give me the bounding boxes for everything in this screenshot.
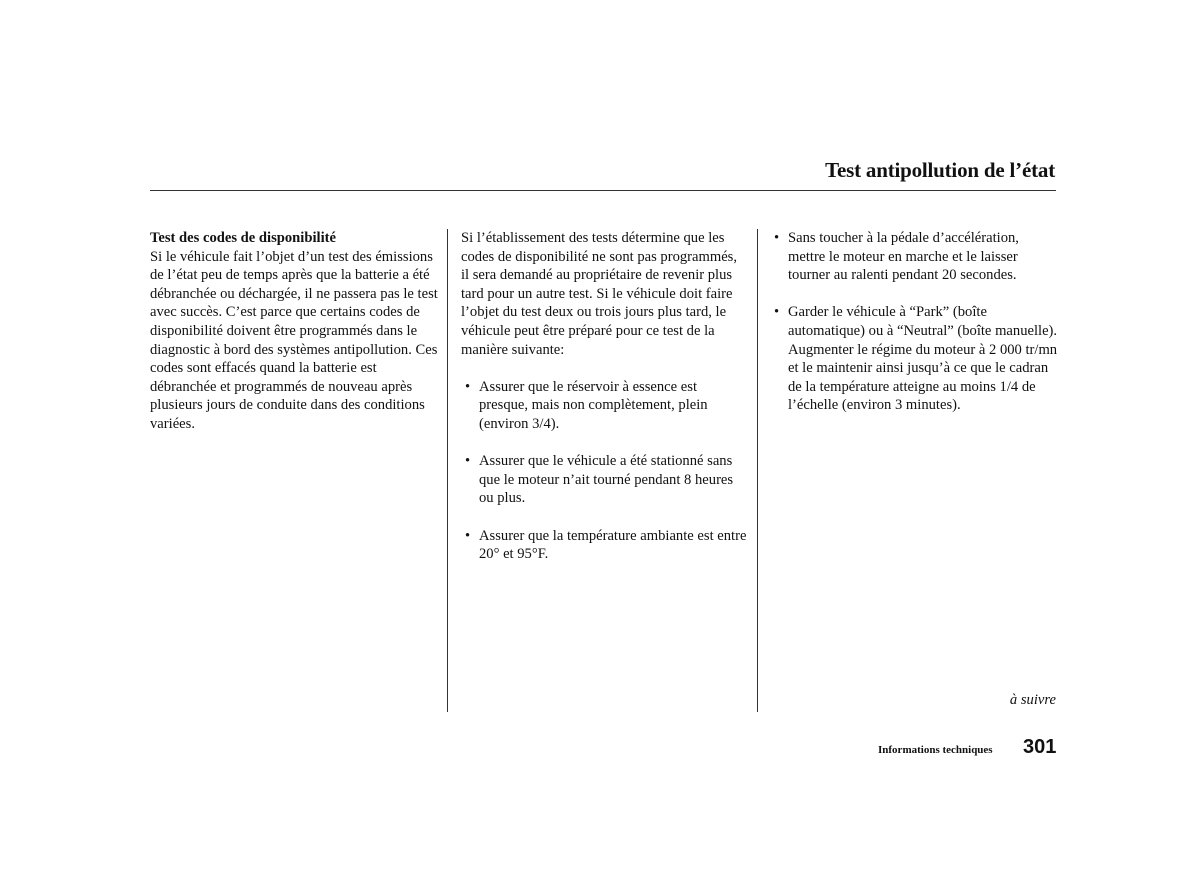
column-2 xyxy=(461,229,748,582)
footer-section-label: Informations techniques xyxy=(878,744,993,756)
column-divider xyxy=(447,229,448,712)
bullet-marker: • xyxy=(465,453,471,470)
list-item xyxy=(462,452,748,508)
bullet-marker: • xyxy=(465,527,471,544)
page-number: 301 xyxy=(1023,736,1057,758)
bullet-marker: • xyxy=(774,304,780,321)
bullet-marker: • xyxy=(774,230,780,246)
list-item xyxy=(772,229,1059,285)
list-item xyxy=(462,378,748,434)
list-item-text: Assurer que le véhicule a été stationné sans que le moteur n’ait tourné pendant 8 heures ou plus. xyxy=(479,453,734,507)
list-item-text: Assurer que le réservoir à essence est presque, mais non complètement, plein (environ 3/4). xyxy=(479,378,708,432)
column-divider xyxy=(757,229,758,712)
bullet-list xyxy=(772,229,1059,415)
continued-note: à suivre xyxy=(1009,692,1056,708)
paragraph: Si le véhicule fait l’objet d’un test des émissions de l’état peu de temps après que la batterie a été débranchée ou déchargée, il ne passera pas le test avec succès. C’est parce que certains codes de disponibilité doivent être programmés dans le diagnostic à bord des systèmes antipollution. Ces codes sont effacés quand la batterie est débranchée et programmés de nouveau après plusieurs jours de conduite dans des conditions variées. xyxy=(150,248,438,432)
page-title: Test antipollution de l’état xyxy=(825,158,1055,182)
bullet-marker: • xyxy=(465,378,471,395)
list-item xyxy=(772,303,1059,415)
title-rule xyxy=(150,190,1056,191)
section-heading: Test des codes de disponibilité xyxy=(150,230,336,246)
paragraph: Si l’établissement des tests détermine que les codes de disponibilité ne sont pas programmés, il sera demandé au propriétaire de revenir plus tard pour un autre test. Si le véhicule doit faire l’objet du test deux ou trois jours plus tard, le véhicule peut être préparé pour ce test de la manière suivante: xyxy=(461,230,738,358)
bullet-list xyxy=(461,378,748,564)
column-1 xyxy=(150,229,440,434)
list-item-text: Garder le véhicule à “Park” (boîte automatique) ou à “Neutral” (boîte manuelle). Augmenter le régime du moteur à 2 000 tr/mn et le maintenir ainsi jusqu’à ce que le cadran de la température atteigne au moins 1/4 de l’échelle (environ 3 minutes). xyxy=(788,304,1058,414)
list-item-text: Assurer que la température ambiante est entre 20° et 95°F. xyxy=(479,527,747,563)
list-item xyxy=(462,527,748,564)
column-3 xyxy=(772,229,1059,434)
list-item-text: Sans toucher à la pédale d’accélération, mettre le moteur en marche et le laisser tourner au ralenti pendant 20 secondes. xyxy=(788,230,1019,284)
